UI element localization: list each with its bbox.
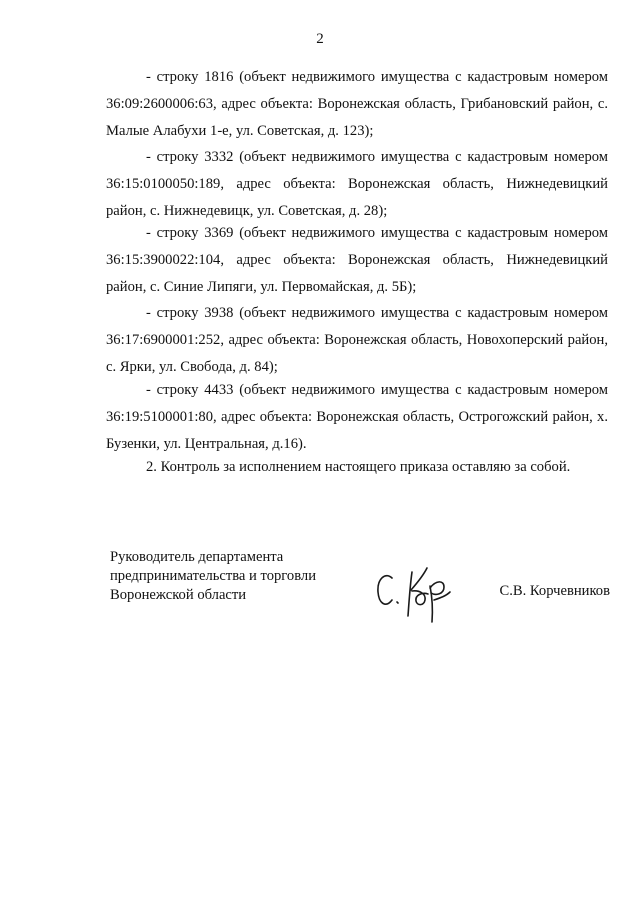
list-item-row-4433: - строку 4433 (объект недвижимого имущества с кадастровым номером 36:19:5100001:80, адрес объекта: Воронежская область, Острогожский район, х. Бузенки, ул. Центральная, д.16). xyxy=(106,382,608,452)
list-item-row-1816: - строку 1816 (объект недвижимого имущества с кадастровым номером 36:09:2600006:63, адрес объекта: Воронежская область, Грибановский район, с. Малые Алабухи 1-е, ул. Советская, д. 123); xyxy=(106,69,608,139)
signer-title-line-1: Руководитель департамента xyxy=(110,549,284,565)
page-number: 2 xyxy=(316,31,324,47)
signer-title-line-2: предпринимательства и торговли xyxy=(110,568,317,584)
signer-title xyxy=(110,548,316,605)
list-item-row-3332: - строку 3332 (объект недвижимого имущества с кадастровым номером 36:15:0100050:189, адрес объекта: Воронежская область, Нижнедевицкий район, с. Нижнедевицк, ул. Советская, д. 28); xyxy=(106,149,608,219)
signer-title-line-3: Воронежской области xyxy=(110,587,247,603)
signature-block xyxy=(110,548,610,628)
signer-name: С.В. Корчевников xyxy=(499,583,610,599)
list-item-row-3938: - строку 3938 (объект недвижимого имущества с кадастровым номером 36:17:6900001:252, адрес объекта: Воронежская область, Новохоперский район, с. Ярки, ул. Свобода, д. 84); xyxy=(106,305,608,375)
handwritten-signature xyxy=(372,556,458,624)
control-clause: 2. Контроль за исполнением настоящего приказа оставляю за собой. xyxy=(146,459,571,475)
list-item-row-3369: - строку 3369 (объект недвижимого имущества с кадастровым номером 36:15:3900022:104, адрес объекта: Воронежская область, Нижнедевицкий район, с. Синие Липяги, ул. Первомайская, д. 5Б); xyxy=(106,225,608,295)
